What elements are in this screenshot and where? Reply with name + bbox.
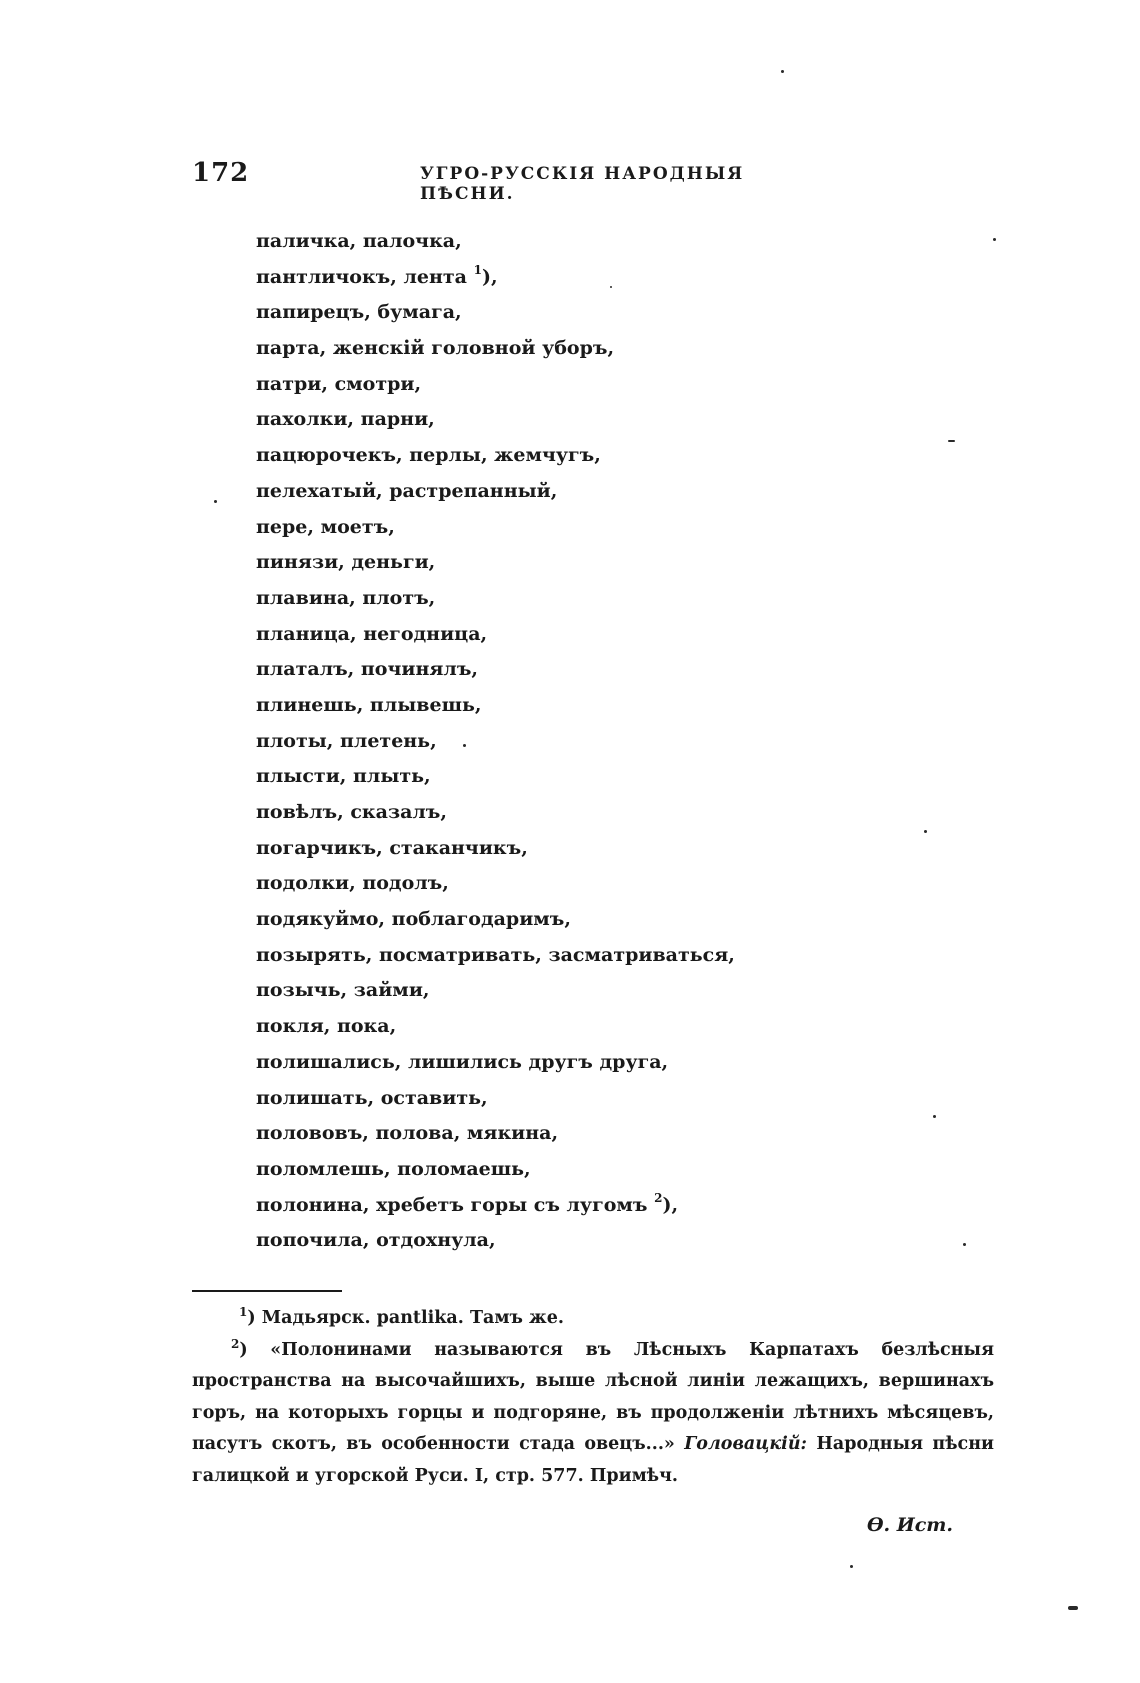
glossary-entry: папирецъ, бумага, (256, 301, 462, 324)
footnote-divider (192, 1290, 342, 1292)
glossary-entry: пантличокъ, лента $^1$), (256, 262, 498, 288)
glossary-entry: полишались, лишились другъ друга, (256, 1050, 669, 1073)
glossary-entry: плинешь, плывешь, (256, 693, 482, 716)
scan-speck (993, 238, 996, 241)
scan-speck (463, 744, 466, 747)
glossary-entry: полонина, хребетъ горы съ лугомъ $^2$), (256, 1190, 679, 1216)
glossary-entry: паличка, палочка, (256, 230, 462, 252)
glossary-entry: платалъ, починялъ, (256, 658, 479, 681)
page-number: 172 (192, 158, 250, 188)
footnote-mark: 1 (239, 1305, 248, 1319)
footnote-1: $^1$) Мадьярск. pantlika. Тамъ же. (239, 1305, 564, 1328)
page-header (192, 158, 822, 204)
glossary-entry: планица, негодница, (256, 622, 488, 645)
scan-speck (850, 1565, 853, 1568)
glossary-entry: полишать, оставить, (256, 1086, 488, 1109)
glossary-entry: позычь, займи, (256, 979, 430, 1002)
glossary-entry: плоты, плетень, (256, 729, 437, 752)
scan-speck (948, 440, 955, 442)
glossary-entry: подолки, подолъ, (256, 872, 449, 895)
glossary-entry: полововъ, полова, мякина, (256, 1122, 559, 1145)
glossary-entry: повѣлъ, сказалъ, (256, 801, 447, 823)
signature: Ѳ. Ист. (867, 1514, 954, 1536)
glossary-entry: пере, моетъ, (256, 515, 395, 538)
glossary-entry: позырять, посматривать, засматриваться, (256, 943, 735, 966)
glossary-entry: плавина, плотъ, (256, 586, 436, 609)
scan-speck (924, 830, 927, 833)
glossary-entry: плысти, плыть, (256, 765, 431, 788)
glossary-entry: погарчикъ, стаканчикъ, (256, 836, 528, 859)
footnotes (192, 1303, 994, 1492)
glossary-entry: пахолки, парни, (256, 408, 435, 431)
glossary-entry: пелехатый, растрепанный, (256, 479, 558, 502)
running-title: УГРО-РУССКІЯ НАРОДНЫЯ ПѢСНИ. (420, 164, 745, 204)
glossary-entry: подякуймо, поблагодаримъ, (256, 908, 571, 931)
scan-speck (610, 286, 612, 288)
footnote-reference: 2 (654, 1190, 663, 1205)
glossary-entry: парта, женскій головной уборъ, (256, 337, 615, 360)
footnote-2: $^2$) «Полонинами называются въ Лѣсныхъ Карпатахъ безлѣсныя пространства на высочайшихъ, выше лѣсной линіи лежащихъ, вершинахъ горъ, на которыхъ горцы и подгоряне, въ продолженіи лѣтнихъ мѣсяцевъ, пасутъ скотъ, въ особенности стада овецъ...» Головацкій: Народныя пѣсни галицкой и угорской Руси. I, стр. 577. Примѣч. (192, 1336, 994, 1486)
scan-speck (781, 70, 784, 73)
footnote-author: Головацкій: (684, 1434, 808, 1454)
scan-speck (933, 1115, 936, 1118)
footnote-mark: 2 (231, 1336, 240, 1351)
glossary-list (256, 224, 735, 1259)
glossary-entry: попочила, отдохнула, (256, 1229, 496, 1252)
glossary-entry: пацюрочекъ, перлы, жемчугъ, (256, 444, 601, 467)
glossary-entry: покля, пока, (256, 1015, 397, 1038)
footnote-reference: 1 (473, 262, 482, 277)
glossary-entry: пинязи, деньги, (256, 551, 436, 574)
glossary-entry: патри, смотри, (256, 372, 422, 395)
glossary-entry: поломлешь, поломаешь, (256, 1157, 531, 1180)
scan-speck (214, 500, 217, 503)
scan-speck (963, 1243, 966, 1246)
scan-speck (1068, 1606, 1078, 1610)
